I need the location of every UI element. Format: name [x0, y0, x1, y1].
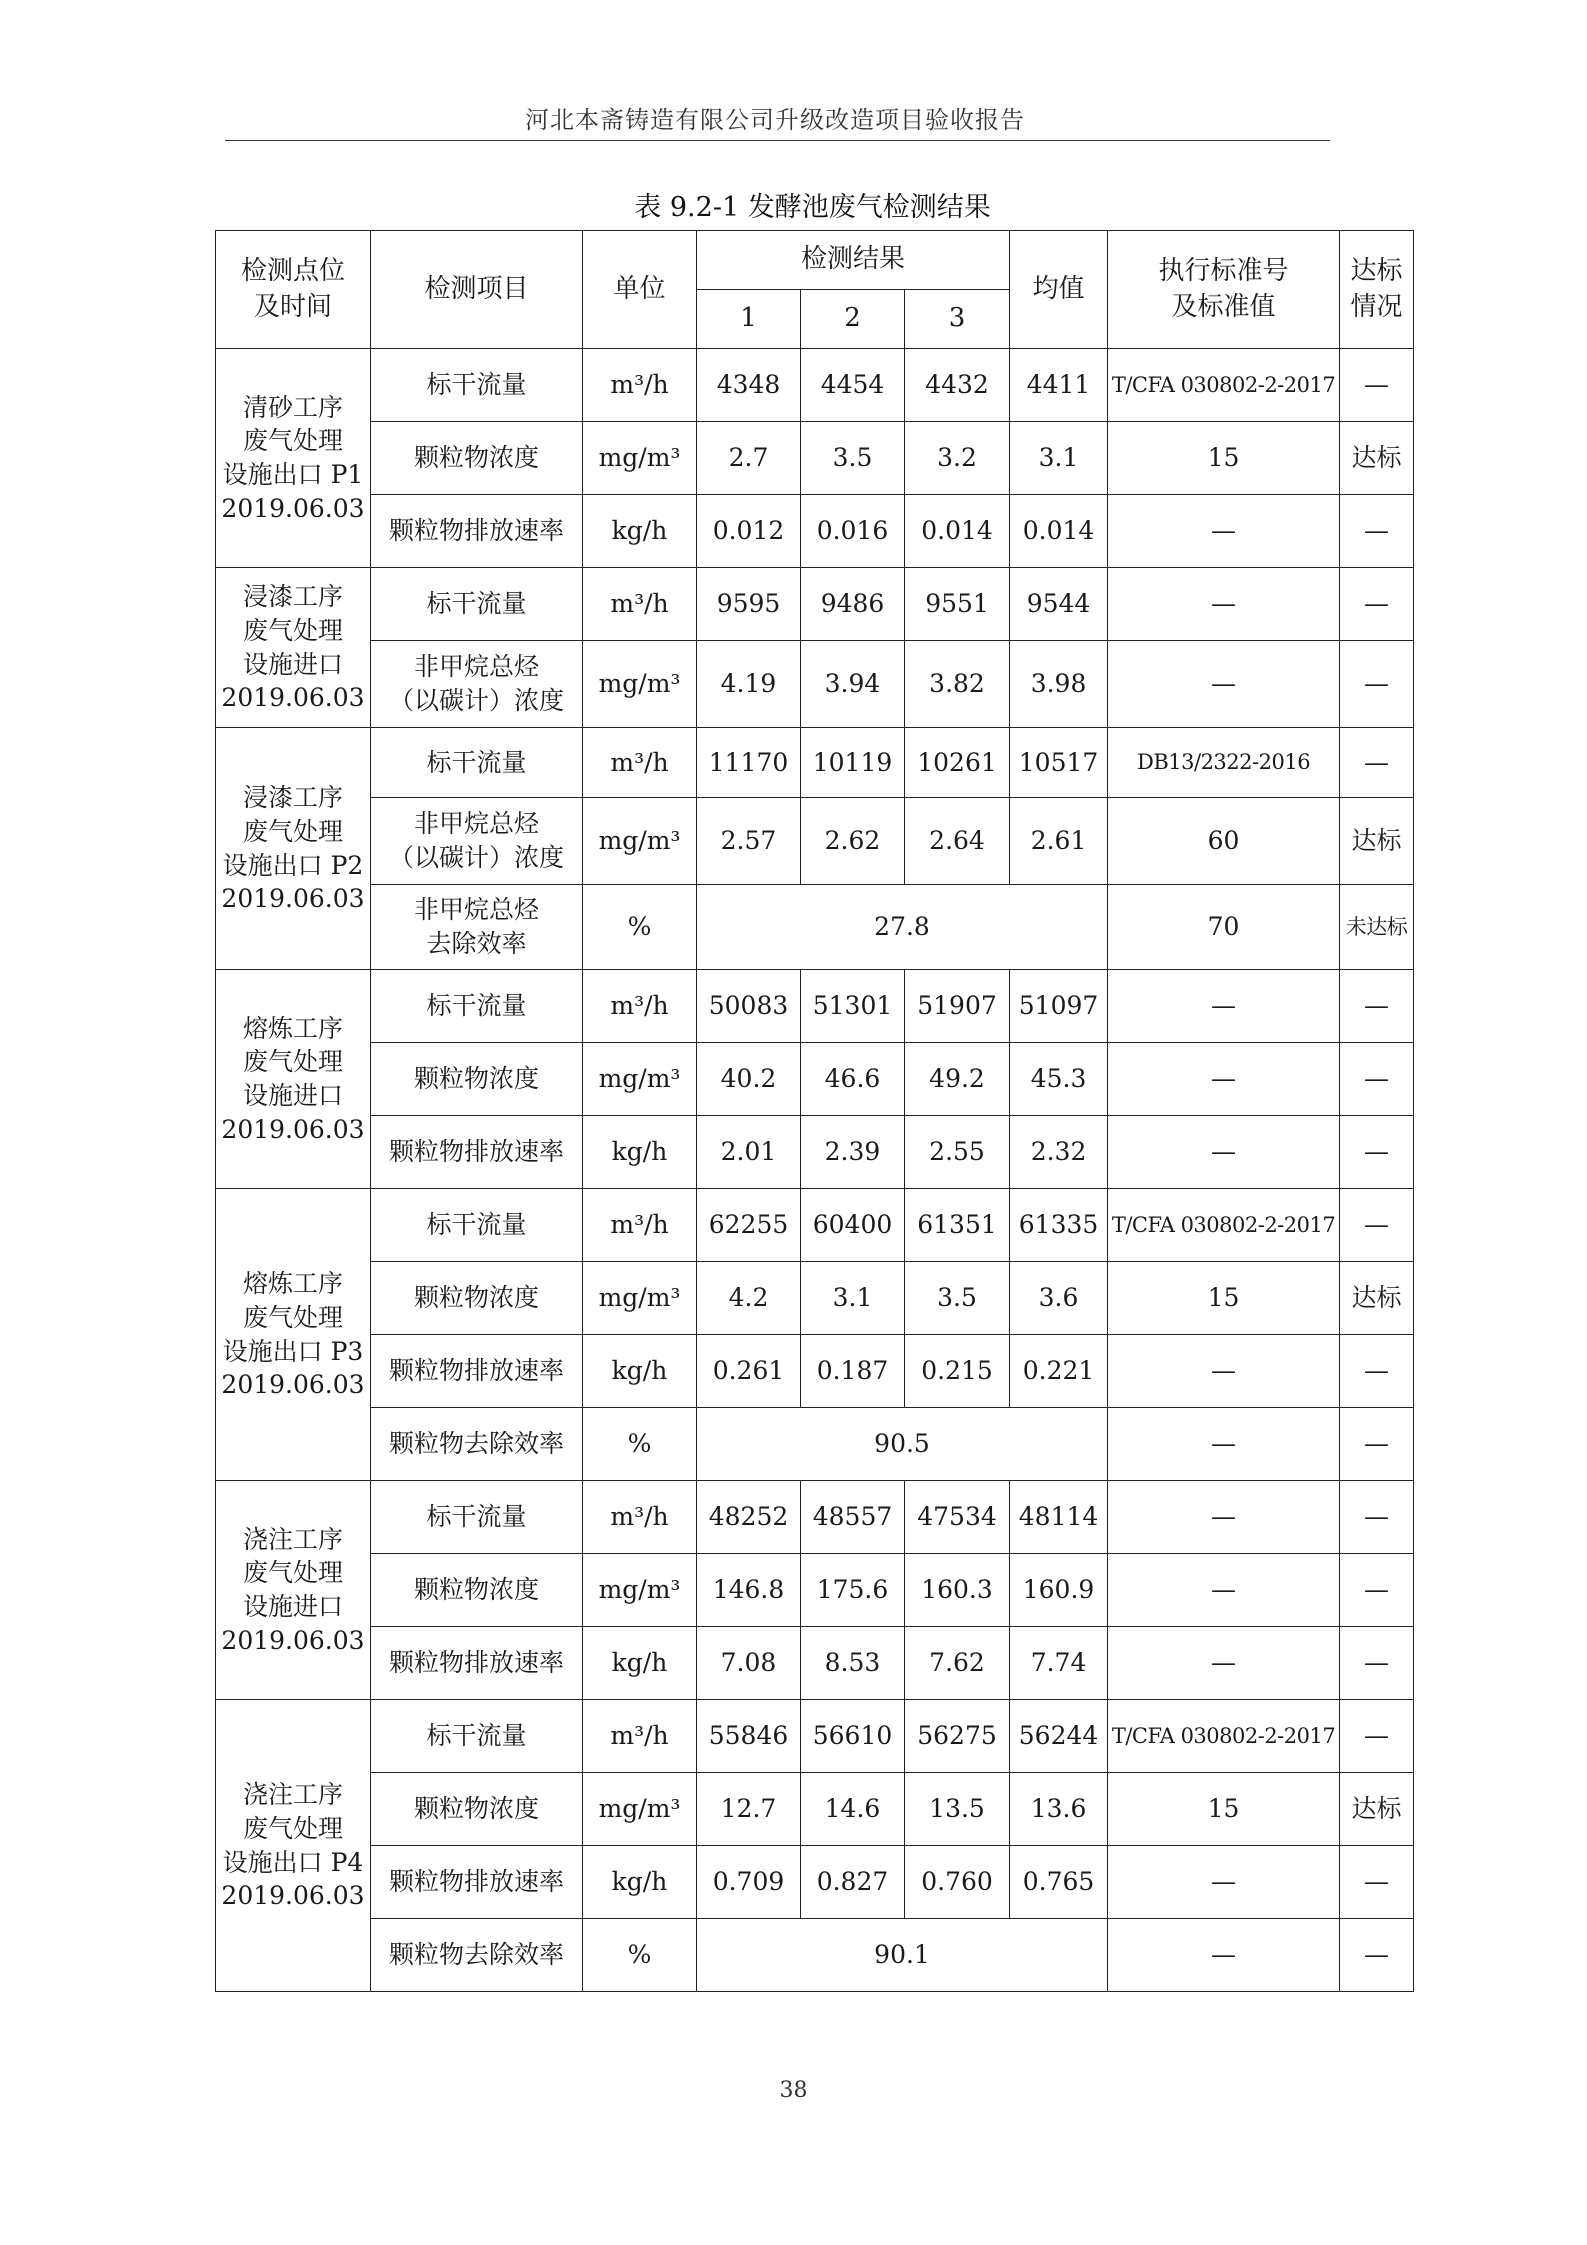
result-1-cell: 4348 [697, 349, 801, 422]
table-row [216, 1262, 1414, 1335]
unit-cell: mg/m³ [583, 798, 697, 885]
unit-cell: kg/h [583, 495, 697, 568]
result-3-cell: 4432 [905, 349, 1010, 422]
status-cell: 未达标 [1340, 885, 1414, 970]
location-cell: 浇注工序 废气处理 设施出口 P4 2019.06.03 [216, 1700, 371, 1992]
standard-cell: — [1108, 641, 1340, 728]
item-cell: 标干流量 [371, 1189, 583, 1262]
result-1-cell: 50083 [697, 970, 801, 1043]
location-cell: 清砂工序 废气处理 设施出口 P1 2019.06.03 [216, 349, 371, 568]
standard-cell: 60 [1108, 798, 1340, 885]
table-row [216, 568, 1414, 641]
result-1-cell: 2.7 [697, 422, 801, 495]
status-cell: — [1340, 495, 1414, 568]
item-cell: 颗粒物去除效率 [371, 1919, 583, 1992]
col-result-2: 2 [801, 290, 905, 349]
unit-cell: mg/m³ [583, 422, 697, 495]
standard-cell: — [1108, 1335, 1340, 1408]
table-row [216, 495, 1414, 568]
standard-cell: 15 [1108, 422, 1340, 495]
result-1-cell: 0.261 [697, 1335, 801, 1408]
status-cell: 达标 [1340, 422, 1414, 495]
result-1-cell: 40.2 [697, 1043, 801, 1116]
result-1-cell: 4.2 [697, 1262, 801, 1335]
table-row [216, 1773, 1414, 1846]
item-cell: 非甲烷总烃 （以碳计）浓度 [371, 641, 583, 728]
unit-cell: kg/h [583, 1335, 697, 1408]
status-cell: — [1340, 1554, 1414, 1627]
standard-cell: 15 [1108, 1262, 1340, 1335]
item-cell: 颗粒物浓度 [371, 1554, 583, 1627]
unit-cell: kg/h [583, 1846, 697, 1919]
standard-cell: T/CFA 030802-2-2017 [1108, 349, 1340, 422]
status-cell: — [1340, 1481, 1414, 1554]
average-cell: 160.9 [1010, 1554, 1108, 1627]
result-2-cell: 0.187 [801, 1335, 905, 1408]
standard-cell: — [1108, 1554, 1340, 1627]
result-3-cell: 10261 [905, 728, 1010, 798]
item-cell: 颗粒物浓度 [371, 1773, 583, 1846]
result-2-cell: 0.827 [801, 1846, 905, 1919]
table-row [216, 885, 1414, 970]
status-cell: 达标 [1340, 1262, 1414, 1335]
col-location: 检测点位 及时间 [216, 231, 371, 349]
status-cell: — [1340, 728, 1414, 798]
item-cell: 颗粒物排放速率 [371, 1627, 583, 1700]
unit-cell: m³/h [583, 349, 697, 422]
table-row [216, 1919, 1414, 1992]
result-3-cell: 0.760 [905, 1846, 1010, 1919]
standard-cell: T/CFA 030802-2-2017 [1108, 1700, 1340, 1773]
result-2-cell: 14.6 [801, 1773, 905, 1846]
result-2-cell: 175.6 [801, 1554, 905, 1627]
table-row [216, 1408, 1414, 1481]
table-row [216, 1043, 1414, 1116]
standard-cell: — [1108, 495, 1340, 568]
item-cell: 颗粒物去除效率 [371, 1408, 583, 1481]
item-cell: 标干流量 [371, 970, 583, 1043]
item-cell: 标干流量 [371, 1700, 583, 1773]
header-rule [225, 140, 1330, 141]
efficiency-value-cell: 90.5 [697, 1408, 1108, 1481]
item-cell: 颗粒物排放速率 [371, 495, 583, 568]
status-cell: — [1340, 1043, 1414, 1116]
item-cell: 颗粒物浓度 [371, 1043, 583, 1116]
result-1-cell: 62255 [697, 1189, 801, 1262]
average-cell: 7.74 [1010, 1627, 1108, 1700]
table-body [216, 349, 1414, 1992]
result-1-cell: 2.57 [697, 798, 801, 885]
table-row [216, 641, 1414, 728]
standard-cell: — [1108, 1481, 1340, 1554]
status-cell: — [1340, 568, 1414, 641]
item-cell: 标干流量 [371, 568, 583, 641]
table-row [216, 1700, 1414, 1773]
table-row [216, 422, 1414, 495]
col-result-3: 3 [905, 290, 1010, 349]
efficiency-value-cell: 27.8 [697, 885, 1108, 970]
result-1-cell: 11170 [697, 728, 801, 798]
standard-cell: — [1108, 1846, 1340, 1919]
status-cell: — [1340, 1700, 1414, 1773]
result-1-cell: 9595 [697, 568, 801, 641]
standard-cell: — [1108, 1408, 1340, 1481]
result-2-cell: 2.39 [801, 1116, 905, 1189]
status-cell: — [1340, 349, 1414, 422]
result-1-cell: 146.8 [697, 1554, 801, 1627]
table-row [216, 798, 1414, 885]
table-head [216, 231, 1414, 349]
average-cell: 0.765 [1010, 1846, 1108, 1919]
table-row [216, 1335, 1414, 1408]
unit-cell: kg/h [583, 1116, 697, 1189]
average-cell: 4411 [1010, 349, 1108, 422]
standard-cell: T/CFA 030802-2-2017 [1108, 1189, 1340, 1262]
table-row [216, 728, 1414, 798]
col-results: 检测结果 [697, 231, 1010, 290]
location-cell: 熔炼工序 废气处理 设施出口 P3 2019.06.03 [216, 1189, 371, 1481]
unit-cell: mg/m³ [583, 1554, 697, 1627]
result-2-cell: 10119 [801, 728, 905, 798]
col-result-1: 1 [697, 290, 801, 349]
result-3-cell: 49.2 [905, 1043, 1010, 1116]
average-cell: 45.3 [1010, 1043, 1108, 1116]
table-row [216, 1846, 1414, 1919]
result-2-cell: 51301 [801, 970, 905, 1043]
standard-cell: — [1108, 568, 1340, 641]
col-avg: 均值 [1010, 231, 1108, 349]
result-1-cell: 12.7 [697, 1773, 801, 1846]
status-cell: — [1340, 1919, 1414, 1992]
result-1-cell: 4.19 [697, 641, 801, 728]
result-3-cell: 2.55 [905, 1116, 1010, 1189]
item-cell: 非甲烷总烃 去除效率 [371, 885, 583, 970]
result-3-cell: 3.2 [905, 422, 1010, 495]
unit-cell: m³/h [583, 568, 697, 641]
result-3-cell: 0.215 [905, 1335, 1010, 1408]
col-item: 检测项目 [371, 231, 583, 349]
status-cell: — [1340, 1335, 1414, 1408]
result-2-cell: 60400 [801, 1189, 905, 1262]
average-cell: 0.221 [1010, 1335, 1108, 1408]
unit-cell: % [583, 1919, 697, 1992]
status-cell: 达标 [1340, 1773, 1414, 1846]
table-row [216, 349, 1414, 422]
page-header: 河北本斋铸造有限公司升级改造项目验收报告 [525, 106, 1025, 134]
result-3-cell: 56275 [905, 1700, 1010, 1773]
average-cell: 3.6 [1010, 1262, 1108, 1335]
result-1-cell: 48252 [697, 1481, 801, 1554]
standard-cell: — [1108, 1116, 1340, 1189]
result-1-cell: 7.08 [697, 1627, 801, 1700]
result-2-cell: 2.62 [801, 798, 905, 885]
status-cell: — [1340, 641, 1414, 728]
average-cell: 56244 [1010, 1700, 1108, 1773]
result-3-cell: 7.62 [905, 1627, 1010, 1700]
item-cell: 颗粒物浓度 [371, 422, 583, 495]
item-cell: 标干流量 [371, 728, 583, 798]
average-cell: 48114 [1010, 1481, 1108, 1554]
average-cell: 3.98 [1010, 641, 1108, 728]
item-cell: 颗粒物排放速率 [371, 1846, 583, 1919]
result-1-cell: 0.709 [697, 1846, 801, 1919]
result-3-cell: 160.3 [905, 1554, 1010, 1627]
item-cell: 标干流量 [371, 349, 583, 422]
result-2-cell: 3.94 [801, 641, 905, 728]
result-3-cell: 47534 [905, 1481, 1010, 1554]
item-cell: 标干流量 [371, 1481, 583, 1554]
status-cell: — [1340, 1189, 1414, 1262]
average-cell: 0.014 [1010, 495, 1108, 568]
unit-cell: mg/m³ [583, 1043, 697, 1116]
col-unit: 单位 [583, 231, 697, 349]
efficiency-value-cell: 90.1 [697, 1919, 1108, 1992]
location-cell: 浸漆工序 废气处理 设施出口 P2 2019.06.03 [216, 728, 371, 970]
results-table [215, 230, 1414, 1992]
result-1-cell: 55846 [697, 1700, 801, 1773]
status-cell: — [1340, 970, 1414, 1043]
result-3-cell: 2.64 [905, 798, 1010, 885]
status-cell: — [1340, 1408, 1414, 1481]
result-1-cell: 0.012 [697, 495, 801, 568]
standard-cell: — [1108, 1043, 1340, 1116]
status-cell: — [1340, 1627, 1414, 1700]
average-cell: 61335 [1010, 1189, 1108, 1262]
location-cell: 浇注工序 废气处理 设施进口 2019.06.03 [216, 1481, 371, 1700]
result-3-cell: 0.014 [905, 495, 1010, 568]
result-3-cell: 61351 [905, 1189, 1010, 1262]
average-cell: 10517 [1010, 728, 1108, 798]
col-status: 达标 情况 [1340, 231, 1414, 349]
result-2-cell: 0.016 [801, 495, 905, 568]
result-2-cell: 48557 [801, 1481, 905, 1554]
result-3-cell: 3.5 [905, 1262, 1010, 1335]
status-cell: — [1340, 1116, 1414, 1189]
average-cell: 13.6 [1010, 1773, 1108, 1846]
table-row [216, 1189, 1414, 1262]
average-cell: 2.32 [1010, 1116, 1108, 1189]
standard-cell: 15 [1108, 1773, 1340, 1846]
result-2-cell: 9486 [801, 568, 905, 641]
unit-cell: kg/h [583, 1627, 697, 1700]
table-row [216, 1554, 1414, 1627]
standard-cell: — [1108, 1627, 1340, 1700]
standard-cell: 70 [1108, 885, 1340, 970]
average-cell: 9544 [1010, 568, 1108, 641]
unit-cell: % [583, 885, 697, 970]
table-row [216, 970, 1414, 1043]
result-2-cell: 4454 [801, 349, 905, 422]
page-number: 38 [779, 2078, 808, 2103]
location-cell: 浸漆工序 废气处理 设施进口 2019.06.03 [216, 568, 371, 728]
unit-cell: % [583, 1408, 697, 1481]
standard-cell: DB13/2322-2016 [1108, 728, 1340, 798]
result-1-cell: 2.01 [697, 1116, 801, 1189]
result-2-cell: 46.6 [801, 1043, 905, 1116]
item-cell: 非甲烷总烃 （以碳计）浓度 [371, 798, 583, 885]
location-cell: 熔炼工序 废气处理 设施进口 2019.06.03 [216, 970, 371, 1189]
result-3-cell: 3.82 [905, 641, 1010, 728]
standard-cell: — [1108, 1919, 1340, 1992]
unit-cell: m³/h [583, 728, 697, 798]
standard-cell: — [1108, 970, 1340, 1043]
table-caption: 表 9.2-1 发酵池废气检测结果 [634, 192, 991, 223]
item-cell: 颗粒物排放速率 [371, 1116, 583, 1189]
table-row [216, 1627, 1414, 1700]
unit-cell: mg/m³ [583, 1262, 697, 1335]
unit-cell: m³/h [583, 1189, 697, 1262]
unit-cell: mg/m³ [583, 641, 697, 728]
status-cell: 达标 [1340, 798, 1414, 885]
table-row [216, 1116, 1414, 1189]
status-cell: — [1340, 1846, 1414, 1919]
unit-cell: m³/h [583, 970, 697, 1043]
result-2-cell: 56610 [801, 1700, 905, 1773]
result-3-cell: 51907 [905, 970, 1010, 1043]
col-standard: 执行标准号 及标准值 [1108, 231, 1340, 349]
item-cell: 颗粒物浓度 [371, 1262, 583, 1335]
average-cell: 3.1 [1010, 422, 1108, 495]
result-2-cell: 8.53 [801, 1627, 905, 1700]
result-2-cell: 3.1 [801, 1262, 905, 1335]
unit-cell: mg/m³ [583, 1773, 697, 1846]
item-cell: 颗粒物排放速率 [371, 1335, 583, 1408]
average-cell: 2.61 [1010, 798, 1108, 885]
unit-cell: m³/h [583, 1700, 697, 1773]
table-row [216, 1481, 1414, 1554]
unit-cell: m³/h [583, 1481, 697, 1554]
result-3-cell: 9551 [905, 568, 1010, 641]
result-2-cell: 3.5 [801, 422, 905, 495]
result-3-cell: 13.5 [905, 1773, 1010, 1846]
average-cell: 51097 [1010, 970, 1108, 1043]
